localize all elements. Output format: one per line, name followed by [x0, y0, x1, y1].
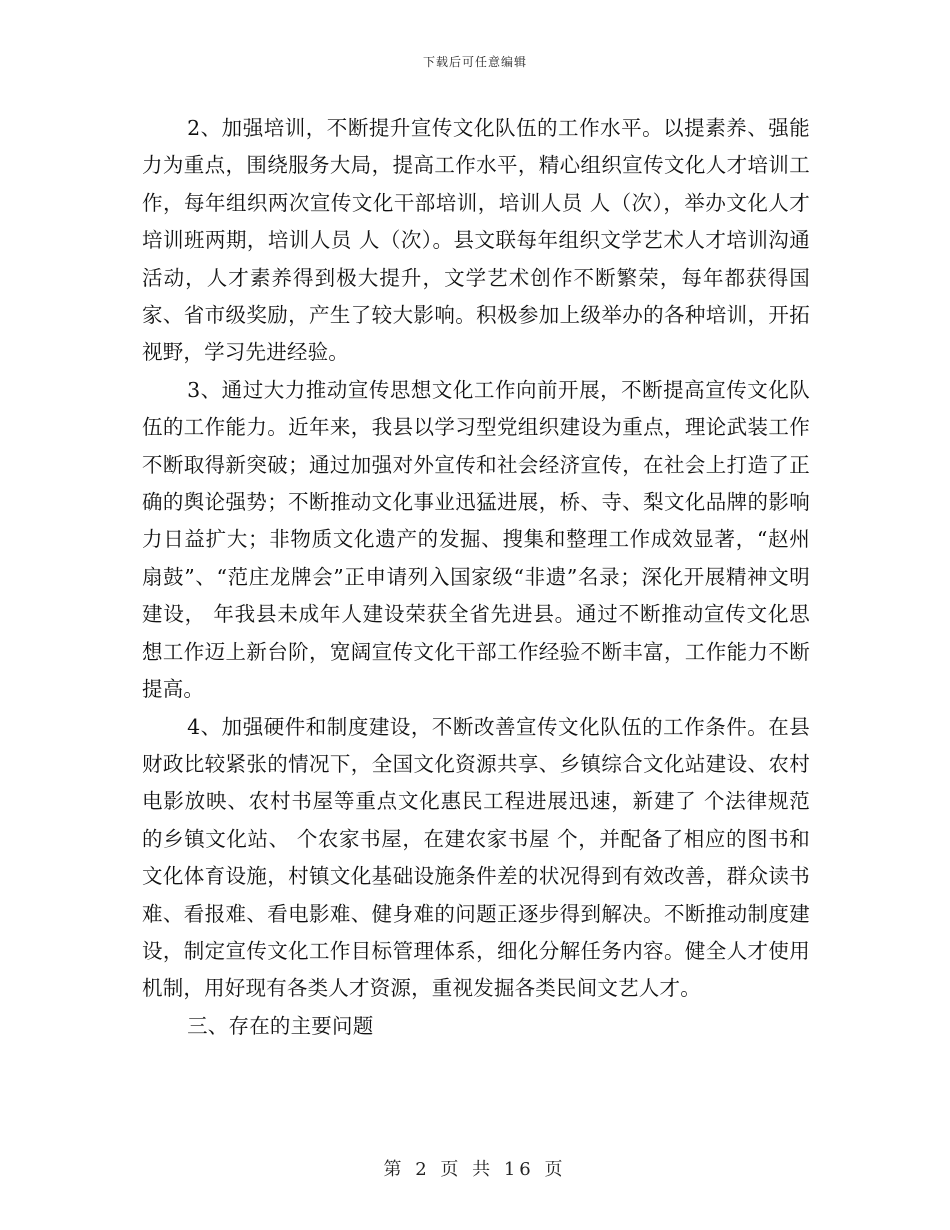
paragraph-training: 2、加强培训，不断提升宣传文化队伍的工作水平。以提素养、强能力为重点，围绕服务大局，提高工作水平，精心组织宣传文化人才培训工作，每年组织两次宣传文化干部培训，培训人员 人（次），举办文化人才培训班两期，培训人员 人（次）。县文联每年组织文学艺术人才培训沟通活动，人才素养得到极大提升，文学艺术创作不断繁荣，每年都获得国家、省市级奖励，产生了较大影响。积极参加上级举办的各种培训，开拓视野，学习先进经验。 [142, 116, 810, 365]
document-body [142, 110, 810, 1045]
paragraph-work-ability: 3、通过大力推动宣传思想文化工作向前开展，不断提高宣传文化队伍的工作能力。近年来，我县以学习型党组织建设为重点，理论武装工作不断取得新突破；通过加强对外宣传和社会经济宣传，在社会上打造了正确的舆论强势；不断推动文化事业迅猛进展，桥、寺、梨文化品牌的影响力日益扩大；非物质文化遗产的发掘、搜集和整理工作成效显著，“赵州扇鼓”、“范庄龙牌会”正申请列入国家级“非遗”名录；深化开展精神文明建设， 年我县未成年人建设荣获全省先进县。通过不断推动宣传文化思想工作迈上新台阶，宽阔宣传文化干部工作经验不断丰富，工作能力不断提高。 [142, 377, 810, 702]
paragraph-hardware-system: 4、加强硬件和制度建设，不断改善宣传文化队伍的工作条件。在县财政比较紧张的情况下，全国文化资源共享、乡镇综合文化站建设、农村电影放映、农村书屋等重点文化惠民工程进展迅速，新建了 个法律规范的乡镇文化站、 个农家书屋，在建农家书屋 个，并配备了相应的图书和文化体育设施，村镇文化基础设施条件差的状况得到有效改善，群众读书难、看报难、看电影难、健身难的问题正逐步得到解决。不断推动制度建设，制定宣传文化工作目标管理体系，细化分解任务内容。健全人才使用机制，用好现有各类人才资源，重视发掘各类民间文艺人才。 [142, 714, 810, 1001]
section-heading-main-problems: 三、存在的主要问题 [187, 1013, 374, 1038]
page-number-footer: 第 2 页 共 16 页 [383, 1159, 567, 1180]
page-header: 下载后可任意编辑 [422, 55, 527, 69]
